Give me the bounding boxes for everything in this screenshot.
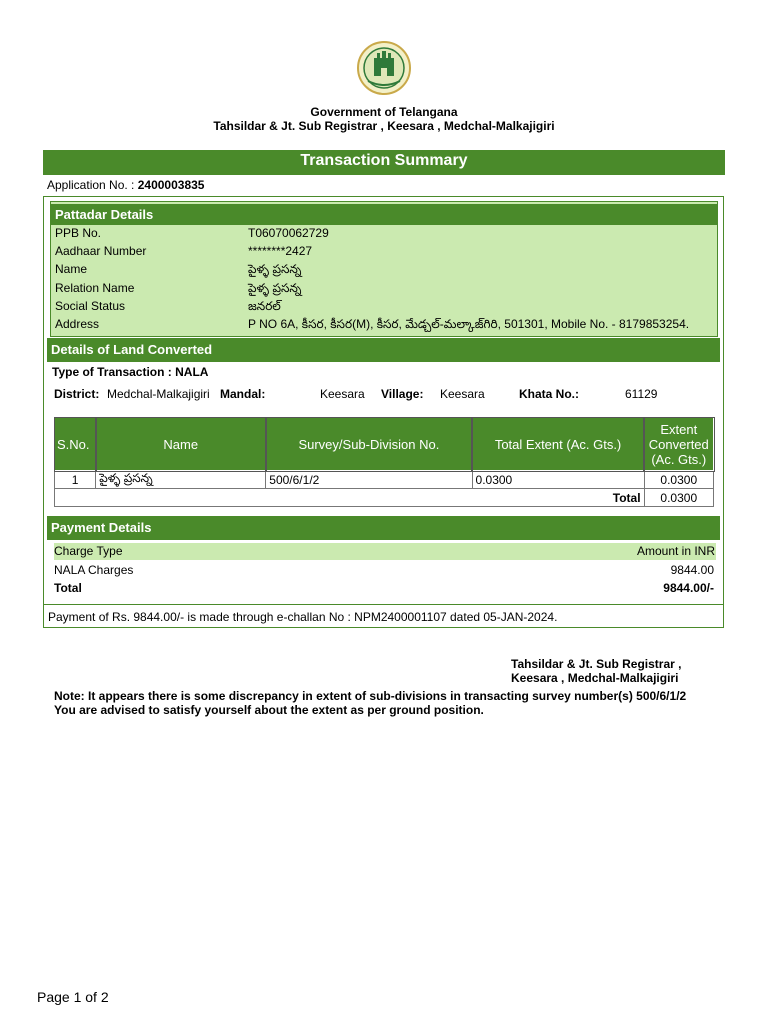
aadhaar-label: Aadhaar Number [55,244,147,258]
social-status-label: Social Status [55,299,126,313]
col-sno: S.No. [55,418,96,471]
payment-heading: Payment Details [47,516,720,540]
discrepancy-note-line1: Note: It appears there is some discrepancy in extent of sub-divisions in transacting survey number(s) 500/6/1/2 [54,689,687,703]
cell-sno: 1 [55,471,96,489]
nala-charges-amount: 9844.00 [670,563,714,577]
village-value: Keesara [440,387,485,401]
application-value: 2400003835 [137,178,205,192]
land-heading: Details of Land Converted [47,338,720,362]
table-row [55,471,714,489]
social-status-value: జనరల్ [248,299,281,313]
application-label: Application No. : [47,178,135,192]
col-total-extent: Total Extent (Ac. Gts.) [472,418,644,471]
col-extent-converted: Extent Converted (Ac. Gts.) [644,418,713,471]
total-value: 0.0300 [644,489,713,507]
land-table [54,417,714,507]
signature-line1: Tahsildar & Jt. Sub Registrar , [511,657,682,671]
transaction-type: Type of Transaction : NALA [52,365,209,379]
page-number: Page 1 of 2 [37,989,109,1005]
cell-total-extent: 0.0300 [472,471,644,489]
relation-label: Relation Name [55,281,135,295]
divider [43,604,724,605]
payment-total-label: Total [54,581,82,595]
nala-charges-label: NALA Charges [54,563,134,577]
address-label: Address [55,317,100,331]
name-label: Name [55,262,88,276]
district-label: District: [54,387,100,401]
ppb-value: T06070062729 [248,226,329,240]
col-name: Name [96,418,266,471]
khata-label: Khata No.: [519,387,579,401]
pattadar-heading: Pattadar Details [51,204,717,225]
district-value: Medchal-Malkajigiri [107,387,210,401]
khata-value: 61129 [625,387,658,401]
cell-extent-converted: 0.0300 [644,471,713,489]
cell-survey: 500/6/1/2 [266,471,472,489]
payment-total-amount: 9844.00/- [663,581,714,595]
amount-label: Amount in INR [636,544,715,558]
signature-line2: Keesara , Medchal-Malkajigiri [511,671,679,685]
mandal-value: Keesara [320,387,365,401]
total-label: Total [55,489,645,507]
col-survey: Survey/Sub-Division No. [266,418,472,471]
telangana-emblem-icon [356,41,412,95]
page-title: Transaction Summary [43,150,725,175]
application-number [47,178,204,192]
discrepancy-note-line2: You are advised to satisfy yourself about the extent as per ground position. [54,703,484,717]
address-value: P NO 6A, కీసర, కీసర(M), కీసర, మేడ్చల్-మల్కాజ్‌గిరి, 501301, Mobile No. - 8179853254. [248,317,690,331]
charge-type-label: Charge Type [54,544,123,558]
cell-name: పైళ్ళ ప్రసన్న [96,471,266,489]
village-label: Village: [381,387,424,401]
name-value: పైళ్ళ ప్రసన్న [248,262,302,276]
ppb-label: PPB No. [55,226,102,240]
total-row [55,489,714,507]
aadhaar-value: ********2427 [248,244,313,258]
header-government: Government of Telangana [310,105,458,119]
payment-note: Payment of Rs. 9844.00/- is made through e-challan No : NPM2400001107 dated 05-JAN-2024. [48,610,558,624]
header-office: Tahsildar & Jt. Sub Registrar , Keesara , Medchal-Malkajigiri [213,119,555,133]
mandal-label: Mandal: [220,387,266,401]
relation-value: పైళ్ళ ప్రసన్న [248,281,302,295]
